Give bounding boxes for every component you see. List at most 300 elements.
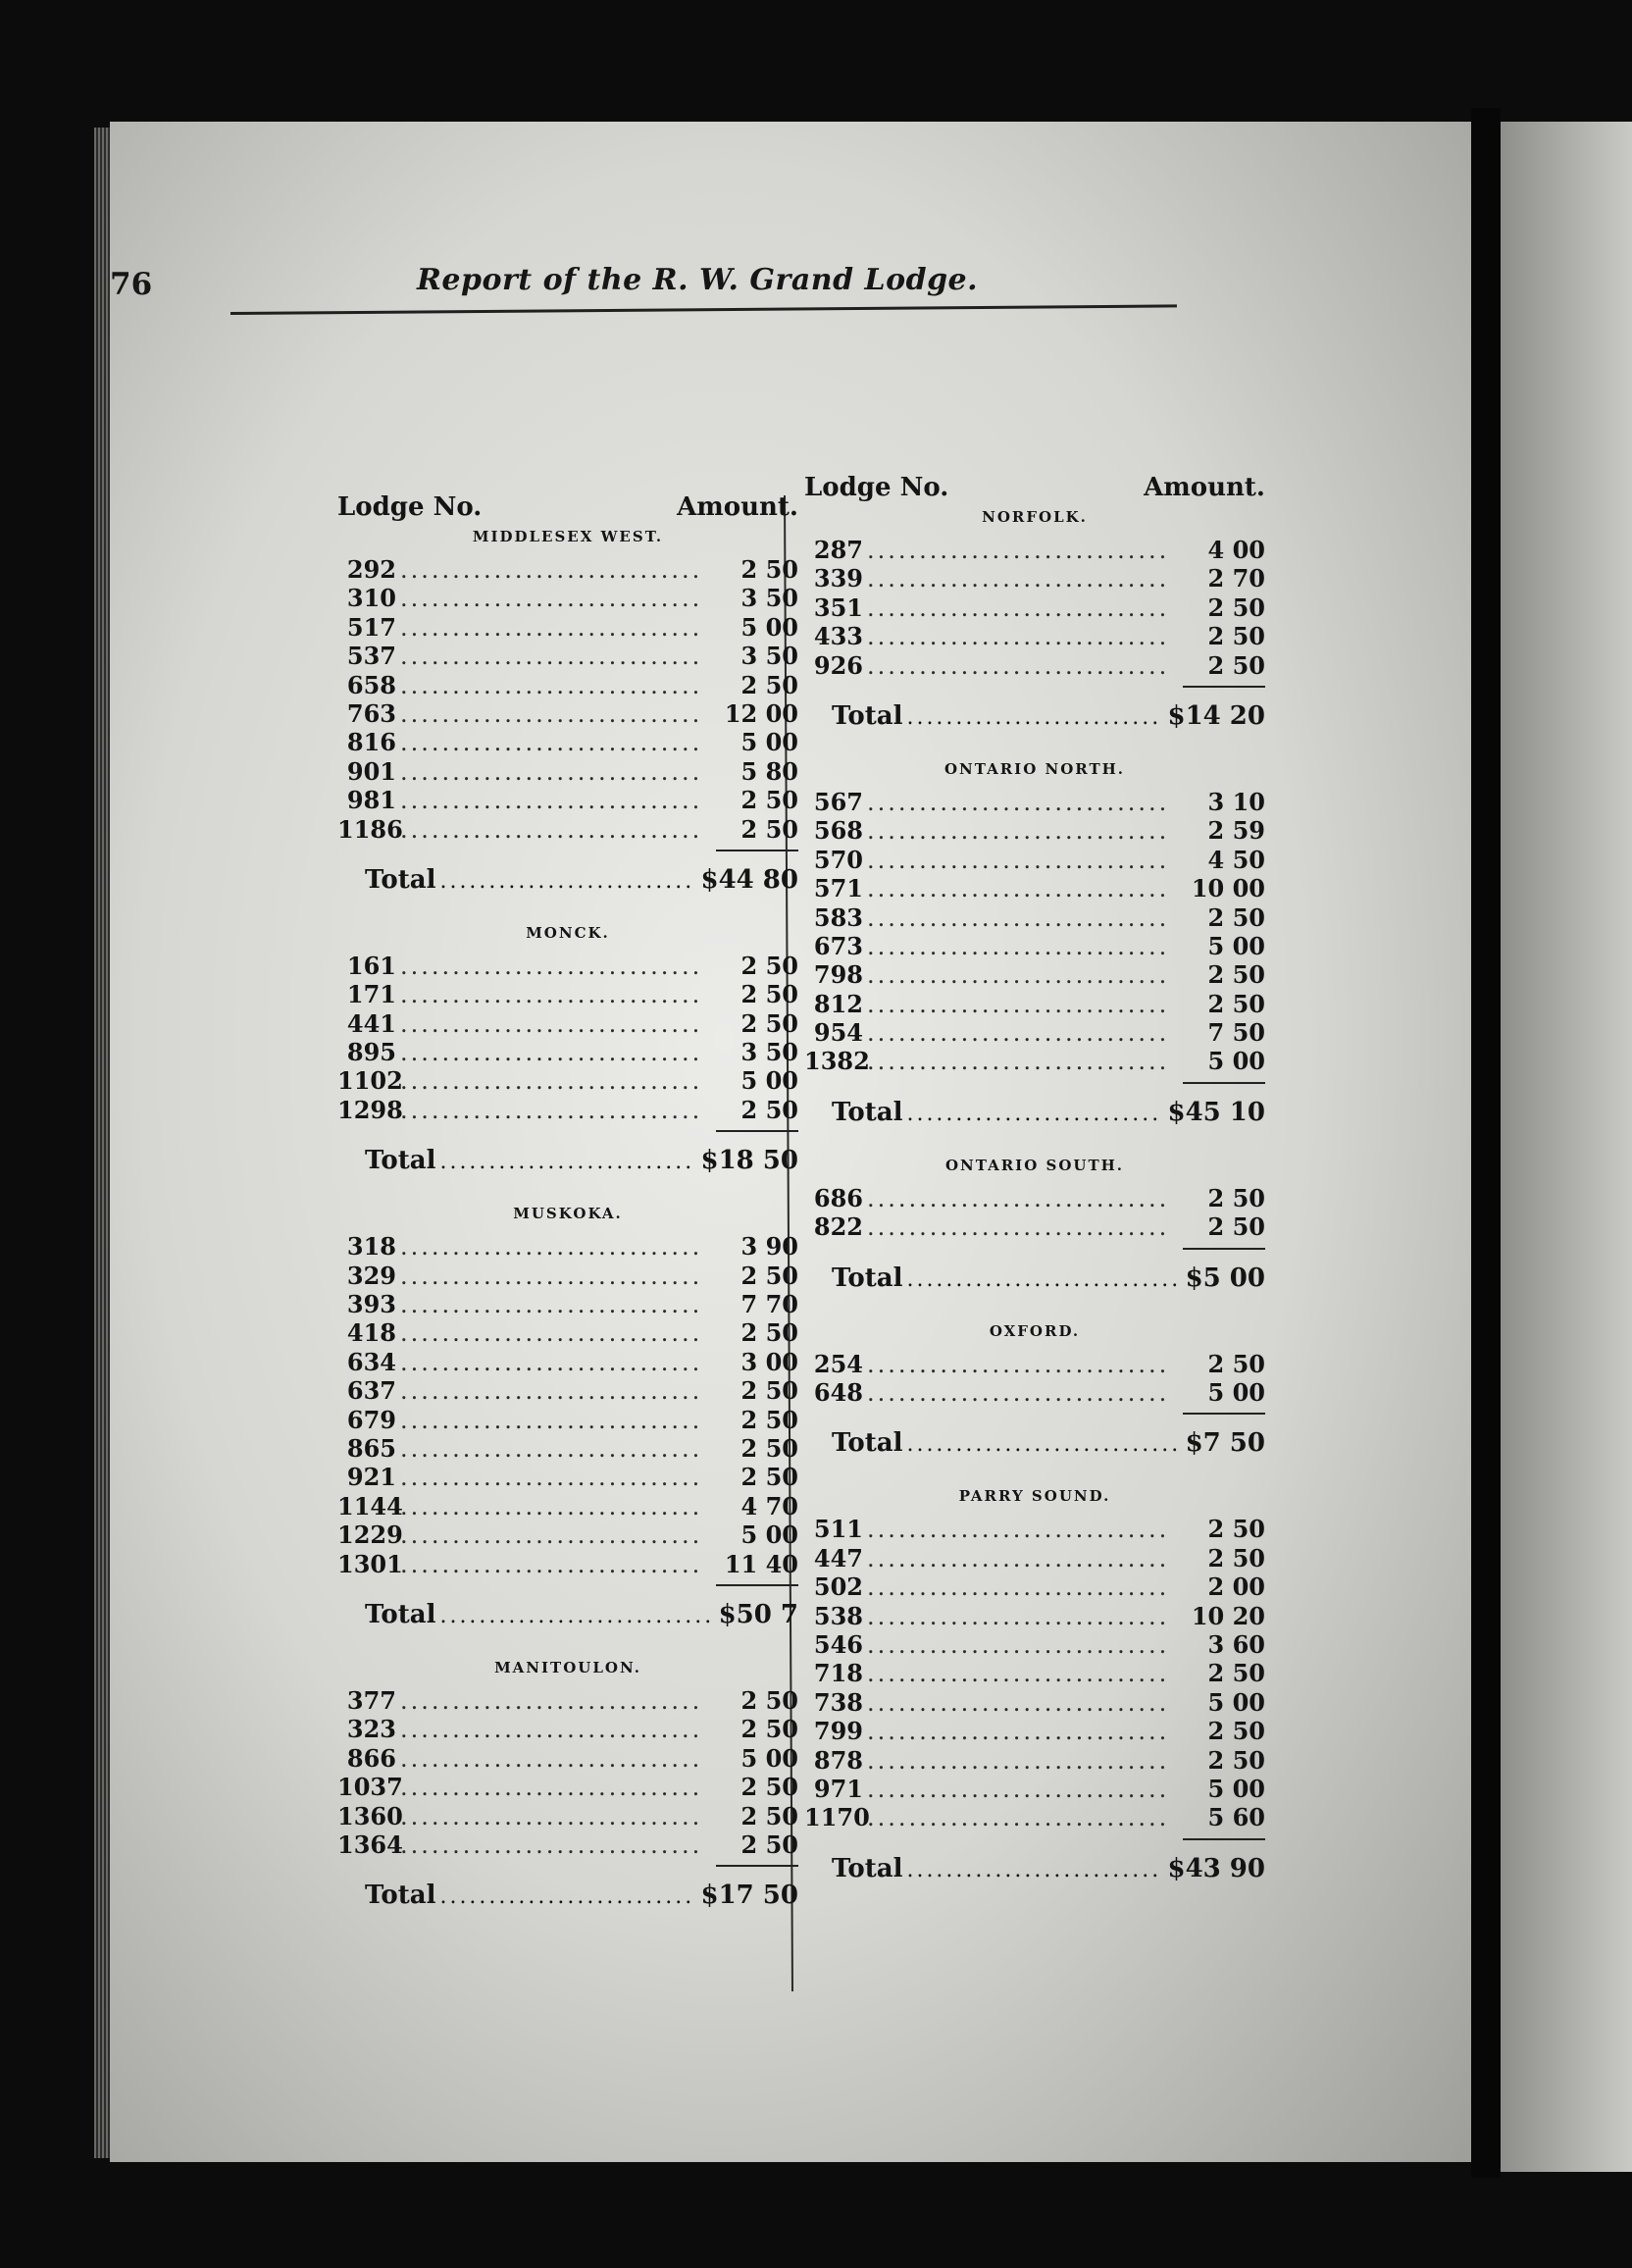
amount-value: 2 50 <box>1207 1659 1265 1688</box>
leader-dots <box>400 1233 704 1261</box>
amount-value: 2 50 <box>740 1715 798 1744</box>
lodge-number: 866 <box>346 1743 396 1773</box>
total-label: Total <box>365 1599 436 1629</box>
table-row <box>804 536 1265 564</box>
lodge-number: 292 <box>346 555 396 584</box>
district-title: PARRY SOUND. <box>958 1487 1111 1506</box>
leader-dots <box>867 1718 1171 1745</box>
leader-dots <box>867 1545 1171 1572</box>
table-row <box>804 903 1265 932</box>
sum-rule <box>716 1584 798 1586</box>
column-header <box>337 492 798 522</box>
lodge-number: 816 <box>346 728 396 757</box>
table-row <box>804 932 1265 960</box>
total-row <box>337 1146 798 1175</box>
sum-rule <box>1183 686 1265 688</box>
table-row <box>337 1744 798 1773</box>
table-row <box>804 1018 1265 1047</box>
leader-dots <box>867 1516 1171 1543</box>
amount-value: 10 00 <box>1191 874 1265 903</box>
district-title: MIDDLESEX WEST. <box>472 528 664 545</box>
leader-dots <box>400 953 704 980</box>
leader-dots <box>400 1831 704 1859</box>
amount-value: 7 50 <box>1207 1018 1265 1048</box>
leader-dots <box>867 1213 1171 1241</box>
table-row <box>337 613 798 642</box>
leader-dots <box>400 585 704 612</box>
leader-dots <box>400 1716 704 1743</box>
amount-value: 5 00 <box>1207 1687 1265 1717</box>
amount-value: 3 50 <box>740 584 798 613</box>
leader-dots <box>906 1858 1163 1882</box>
amount-value: 2 50 <box>740 1773 798 1802</box>
amount-value: 2 50 <box>740 1433 798 1463</box>
leader-dots <box>906 705 1163 730</box>
total-amount: $5 00 <box>1185 1263 1265 1293</box>
lodge-number: 718 <box>813 1659 863 1688</box>
table-row <box>337 757 798 786</box>
lodge-number: 1301 <box>337 1549 403 1578</box>
amount-value: 2 50 <box>1207 1349 1265 1378</box>
lodge-number: 351 <box>813 593 863 622</box>
leader-dots <box>867 1631 1171 1659</box>
leader-dots <box>400 643 704 670</box>
district-section <box>804 1322 1265 1459</box>
amount-value: 5 00 <box>1207 1047 1265 1076</box>
lodge-number: 171 <box>346 980 396 1009</box>
amount-value: 2 50 <box>740 555 798 584</box>
right-sections <box>804 508 1265 1883</box>
table-row <box>337 952 798 980</box>
leader-dots <box>400 1464 704 1491</box>
lodge-number: 538 <box>813 1601 863 1630</box>
lodge-number: 812 <box>813 989 863 1018</box>
table-row <box>337 1348 798 1376</box>
lodge-number: 865 <box>346 1433 396 1463</box>
table-row <box>804 816 1265 845</box>
leader-dots <box>867 933 1171 960</box>
lodge-number: 738 <box>813 1687 863 1717</box>
total-amount: $17 50 <box>700 1881 798 1911</box>
lodge-number: 339 <box>813 564 863 593</box>
table-row <box>337 1773 798 1801</box>
table-row <box>337 555 798 584</box>
lodge-number: 1186 <box>337 814 403 844</box>
amount-value: 3 90 <box>740 1232 798 1262</box>
district-section <box>804 1487 1265 1882</box>
amount-value: 2 50 <box>740 1261 798 1290</box>
amount-value: 2 50 <box>740 1463 798 1492</box>
leader-dots <box>867 875 1171 902</box>
lodge-number: 393 <box>346 1290 396 1319</box>
leader-dots <box>867 1804 1171 1831</box>
amount-value: 2 50 <box>740 1095 798 1124</box>
leader-dots <box>906 1267 1181 1292</box>
table-row <box>337 1830 798 1859</box>
lodge-number: 1037 <box>337 1773 403 1802</box>
total-row <box>337 865 798 895</box>
leader-dots <box>867 1351 1171 1378</box>
lodge-number: 634 <box>346 1347 396 1376</box>
right-column <box>804 473 1265 1913</box>
table-row <box>337 1290 798 1318</box>
district-title: NORFOLK. <box>982 508 1088 526</box>
table-row <box>804 1602 1265 1630</box>
total-label: Total <box>365 1146 436 1176</box>
table-row <box>804 990 1265 1018</box>
amount-value: 2 59 <box>1207 816 1265 846</box>
leader-dots <box>400 1521 704 1549</box>
leader-dots <box>400 1039 704 1066</box>
leader-dots <box>439 1150 696 1174</box>
table-row <box>337 1492 798 1521</box>
leader-dots <box>867 565 1171 593</box>
page-number: 76 <box>110 267 153 302</box>
amount-value: 2 50 <box>740 1376 798 1406</box>
total-amount: $43 90 <box>1167 1853 1265 1883</box>
table-row <box>804 846 1265 874</box>
amount-value: 5 00 <box>740 728 798 757</box>
lodge-number: 254 <box>813 1349 863 1378</box>
leader-dots <box>400 1319 704 1347</box>
amount-value: 2 50 <box>740 1008 798 1038</box>
lodge-number: 567 <box>813 787 863 816</box>
table-row <box>337 1686 798 1715</box>
table-row <box>804 1212 1265 1241</box>
leader-dots <box>867 1379 1171 1407</box>
total-label: Total <box>832 1853 903 1883</box>
sum-rule <box>716 1865 798 1867</box>
table-row <box>337 728 798 756</box>
total-row <box>804 1098 1265 1127</box>
amount-value: 2 50 <box>740 786 798 815</box>
leader-dots <box>867 904 1171 932</box>
district-title: MANITOULON. <box>494 1658 641 1676</box>
leader-dots <box>867 1185 1171 1212</box>
amount-value: 5 60 <box>1207 1803 1265 1832</box>
lodge-number: 673 <box>813 931 863 960</box>
lodge-number: 1229 <box>337 1521 403 1550</box>
column-header <box>804 473 1265 502</box>
table-row <box>804 1717 1265 1745</box>
leader-dots <box>400 1263 704 1290</box>
lodge-number: 1102 <box>337 1066 403 1096</box>
table-row <box>804 1688 1265 1717</box>
leader-dots <box>867 1048 1171 1075</box>
leader-dots <box>400 1435 704 1463</box>
table-row <box>804 1184 1265 1212</box>
sum-rule <box>1183 1838 1265 1840</box>
leader-dots <box>867 537 1171 564</box>
lodge-number: 921 <box>346 1463 396 1492</box>
leader-dots <box>400 1097 704 1124</box>
amount-value: 2 00 <box>1207 1572 1265 1602</box>
lodge-number: 377 <box>346 1685 396 1715</box>
total-label: Total <box>832 1428 903 1459</box>
table-row <box>804 1803 1265 1831</box>
amount-value: 2 50 <box>1207 1745 1265 1775</box>
table-row <box>337 1232 798 1261</box>
amount-value: 2 50 <box>1207 1717 1265 1746</box>
lodge-number: 570 <box>813 845 863 874</box>
amount-value: 4 70 <box>740 1491 798 1521</box>
district-section <box>804 760 1265 1127</box>
amount-value: 5 00 <box>740 1066 798 1096</box>
total-amount: $14 20 <box>1167 700 1265 731</box>
leader-dots <box>400 1745 704 1773</box>
amount-value: 2 50 <box>1207 989 1265 1018</box>
lodge-number: 583 <box>813 902 863 932</box>
lodge-number: 447 <box>813 1543 863 1572</box>
leader-dots <box>867 817 1171 845</box>
district-title: MUSKOKA. <box>513 1205 623 1223</box>
table-row <box>337 1009 798 1038</box>
amount-value: 5 00 <box>1207 1774 1265 1803</box>
lodge-number: 895 <box>346 1038 396 1067</box>
left-column <box>337 492 798 1939</box>
total-amount: $18 50 <box>700 1146 798 1176</box>
district-title: OXFORD. <box>989 1321 1081 1340</box>
leader-dots <box>400 556 704 584</box>
table-row <box>337 1521 798 1549</box>
lodge-number: 537 <box>346 642 396 671</box>
total-label: Total <box>832 1097 903 1127</box>
district-section <box>337 528 798 895</box>
leader-dots <box>400 787 704 814</box>
lodge-number: 799 <box>813 1717 863 1746</box>
total-row <box>804 1854 1265 1883</box>
running-title: Report of the R. W. Grand Lodge. <box>417 263 979 297</box>
total-row <box>804 701 1265 731</box>
table-row <box>804 1572 1265 1601</box>
leader-dots <box>867 1573 1171 1601</box>
amount-value: 3 10 <box>1207 787 1265 816</box>
table-row <box>804 564 1265 593</box>
amount-value: 10 20 <box>1191 1601 1265 1630</box>
lodge-number: 511 <box>813 1515 863 1544</box>
amount-value: 2 50 <box>740 980 798 1009</box>
table-row <box>337 1376 798 1405</box>
facing-page <box>1501 122 1632 2172</box>
amount-value: 3 60 <box>1207 1629 1265 1659</box>
leader-dots <box>400 1803 704 1830</box>
lodge-number: 686 <box>813 1183 863 1212</box>
table-row <box>337 1550 798 1578</box>
lodge-number: 1144 <box>337 1491 403 1521</box>
table-row <box>337 1096 798 1124</box>
lodge-number: 287 <box>813 536 863 564</box>
leader-dots <box>400 729 704 756</box>
sum-rule <box>1183 1082 1265 1084</box>
lodge-number: 1364 <box>337 1830 403 1859</box>
table-row <box>337 1406 798 1434</box>
district-title: ONTARIO SOUTH. <box>944 1156 1125 1174</box>
total-label: Total <box>832 700 903 731</box>
table-row <box>337 699 798 728</box>
amount-value: 11 40 <box>724 1549 798 1578</box>
lodge-number: 517 <box>346 612 396 642</box>
district-section <box>337 924 798 1175</box>
table-row <box>337 1802 798 1830</box>
table-row <box>804 1746 1265 1775</box>
leader-dots <box>400 614 704 642</box>
leader-dots <box>867 1603 1171 1630</box>
amount-value: 12 00 <box>724 698 798 728</box>
table-row <box>804 960 1265 989</box>
amount-value: 2 50 <box>740 1830 798 1859</box>
leader-dots <box>867 961 1171 989</box>
sum-rule <box>1183 1413 1265 1415</box>
table-row <box>804 1630 1265 1659</box>
table-row <box>337 584 798 612</box>
leader-dots <box>400 1687 704 1715</box>
lodge-number: 822 <box>813 1212 863 1242</box>
table-row <box>804 1544 1265 1572</box>
lodge-number: 637 <box>346 1376 396 1406</box>
leader-dots <box>400 758 704 786</box>
leader-dots <box>400 1774 704 1801</box>
leader-dots <box>906 1432 1181 1457</box>
total-label: Total <box>365 1881 436 1911</box>
leader-dots <box>867 1660 1171 1687</box>
amount-value: 2 50 <box>1207 650 1265 680</box>
leader-dots <box>867 623 1171 650</box>
lodge-number: 763 <box>346 698 396 728</box>
amount-value: 5 80 <box>740 756 798 786</box>
lodge-number: 648 <box>813 1378 863 1408</box>
leader-dots <box>400 672 704 699</box>
amount-value: 2 50 <box>1207 593 1265 622</box>
table-row <box>337 1434 798 1463</box>
amount-value: 5 00 <box>740 1743 798 1773</box>
sum-rule <box>716 850 798 851</box>
leader-dots <box>867 1689 1171 1717</box>
amount-value: 2 50 <box>740 814 798 844</box>
table-row <box>804 1775 1265 1803</box>
lodge-number: 926 <box>813 650 863 680</box>
leader-dots <box>439 869 696 894</box>
lodge-number: 658 <box>346 670 396 699</box>
lodge-number: 878 <box>813 1745 863 1775</box>
amount-value: 2 50 <box>740 1405 798 1434</box>
lodge-number: 546 <box>813 1629 863 1659</box>
amount-value: 2 50 <box>1207 1543 1265 1572</box>
district-section <box>337 1205 798 1629</box>
lodge-number: 1170 <box>804 1803 870 1832</box>
table-row <box>804 874 1265 902</box>
amount-value: 2 50 <box>740 951 798 980</box>
amount-value: 5 00 <box>740 612 798 642</box>
left-sections <box>337 528 798 1910</box>
table-row <box>337 1463 798 1491</box>
leader-dots <box>400 1493 704 1521</box>
amount-value: 5 00 <box>1207 931 1265 960</box>
table-row <box>804 651 1265 680</box>
amount-value: 2 50 <box>740 1318 798 1348</box>
lodge-number: 433 <box>813 622 863 651</box>
amount-value: 3 50 <box>740 642 798 671</box>
amount-value: 2 50 <box>1207 902 1265 932</box>
lodge-number: 971 <box>813 1774 863 1803</box>
total-label: Total <box>832 1263 903 1293</box>
leader-dots <box>867 847 1171 874</box>
leader-dots <box>400 1349 704 1376</box>
lodge-number: 1382 <box>804 1047 870 1076</box>
table-row <box>337 1318 798 1347</box>
district-title: ONTARIO NORTH. <box>944 759 1126 778</box>
table-row <box>804 1659 1265 1687</box>
total-amount: $50 7 <box>718 1599 798 1629</box>
table-row <box>337 642 798 670</box>
total-amount: $44 80 <box>700 864 798 895</box>
table-row <box>337 671 798 699</box>
lodge-number: 310 <box>346 584 396 613</box>
district-section <box>804 1157 1265 1293</box>
amount-value: 2 50 <box>740 1801 798 1830</box>
sum-rule <box>716 1130 798 1132</box>
lodge-number: 502 <box>813 1572 863 1602</box>
amount-value: 2 50 <box>740 670 798 699</box>
table-row <box>337 815 798 844</box>
total-row <box>804 1263 1265 1293</box>
leader-dots <box>867 1747 1171 1775</box>
district-section <box>804 508 1265 731</box>
table-row <box>337 1715 798 1743</box>
amount-value: 2 70 <box>1207 564 1265 593</box>
leader-dots <box>400 816 704 844</box>
amount-value: 5 00 <box>1207 1378 1265 1408</box>
lodge-number: 901 <box>346 756 396 786</box>
table-row <box>804 788 1265 816</box>
table-row <box>804 1047 1265 1075</box>
leader-dots <box>439 1884 696 1909</box>
amount-value: 2 50 <box>1207 1212 1265 1242</box>
leader-dots <box>867 1776 1171 1803</box>
lodge-number: 679 <box>346 1405 396 1434</box>
lodge-number: 1298 <box>337 1095 403 1124</box>
book-spine <box>1471 108 1501 2178</box>
lodge-number: 323 <box>346 1715 396 1744</box>
lodge-no-heading: Lodge No. <box>337 492 483 522</box>
lodge-number: 161 <box>346 951 396 980</box>
amount-value: 5 00 <box>740 1521 798 1550</box>
lodge-number: 318 <box>346 1232 396 1262</box>
lodge-number: 571 <box>813 874 863 903</box>
table-row <box>337 786 798 814</box>
lodge-number: 798 <box>813 960 863 990</box>
table-row <box>337 980 798 1008</box>
amount-value: 2 50 <box>1207 1183 1265 1212</box>
leader-dots <box>867 789 1171 816</box>
amount-value: 3 50 <box>740 1038 798 1067</box>
lodge-number: 1360 <box>337 1801 403 1830</box>
amount-value: 2 50 <box>1207 1515 1265 1544</box>
lodge-number: 981 <box>346 786 396 815</box>
lodge-number: 418 <box>346 1318 396 1348</box>
total-row <box>804 1428 1265 1458</box>
table-row <box>804 1350 1265 1378</box>
leader-dots <box>400 1377 704 1405</box>
amount-value: 2 50 <box>1207 622 1265 651</box>
leader-dots <box>400 1010 704 1038</box>
total-amount: $7 50 <box>1185 1428 1265 1459</box>
leader-dots <box>867 594 1171 622</box>
lodge-number: 441 <box>346 1008 396 1038</box>
total-amount: $45 10 <box>1167 1097 1265 1127</box>
lodge-no-heading: Lodge No. <box>804 473 949 502</box>
table-row <box>804 593 1265 622</box>
leader-dots <box>867 991 1171 1018</box>
